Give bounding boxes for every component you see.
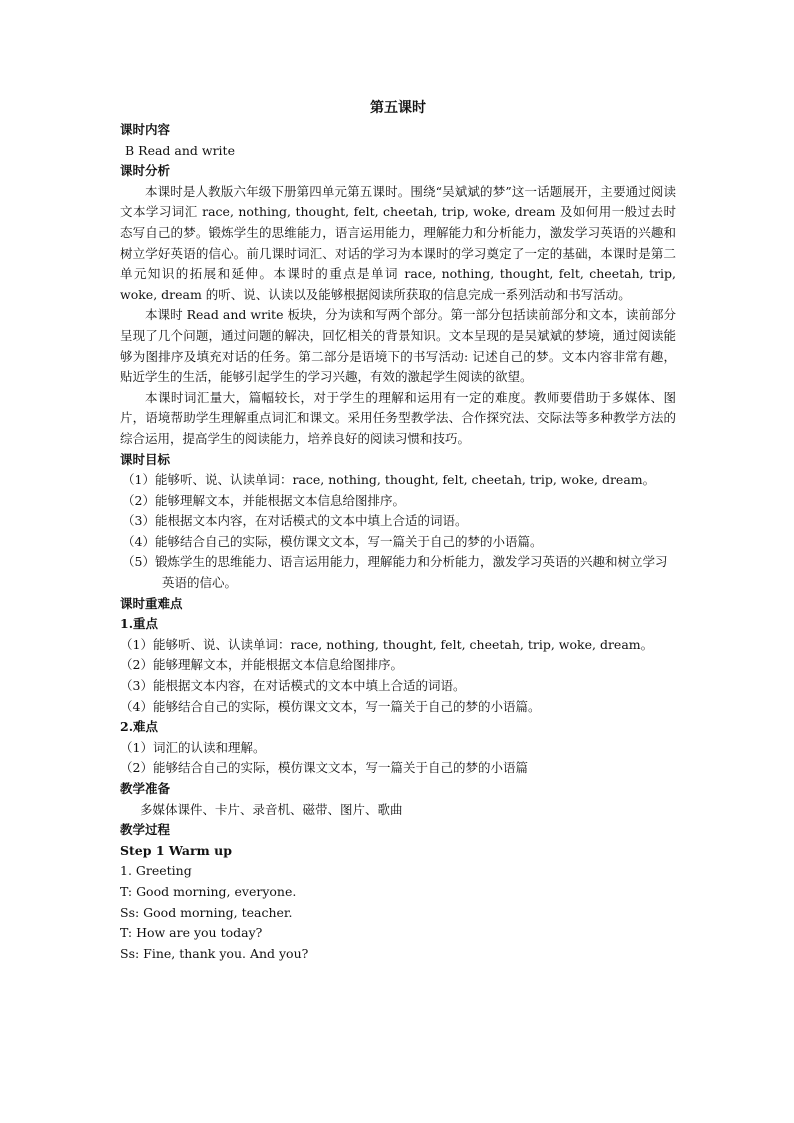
list-item: （3）能根据文本内容，在对话模式的文本中填上合适的词语。 — [122, 513, 468, 529]
analysis-paragraph: 本课时是人教版六年级下册第四单元第五课时。围绕“吴斌斌的梦”这一话题展开，主要通过阅读文本学习词汇 race, nothing, thought, felt, cheetah, trip, woke, dream 及如何用一般过去时态写自己的梦。锻炼学生的思维能力，语言运用能力，理解能力和分析能力，激发学习英语的兴趣和树立学好英语的信心。前几课时词汇、对话的学习为本课时的学习奠定了一定的基础，本课时是第二单元知识的拓展和延伸。本课时的重点是单词 race, nothing, thought, felt, cheetah, trip, woke, dream 的听、说、认读以及能够根据阅读所获取的信息完成一系列活动和书写活动。 — [120, 183, 676, 302]
step-heading: Step 1 Warm up — [120, 842, 232, 858]
section-heading-analysis: 课时分析 — [120, 163, 171, 179]
lesson-content-text: B Read and write — [125, 142, 235, 158]
activity-title: 1. Greeting — [120, 863, 192, 879]
goals-list — [120, 470, 676, 594]
dialog-line: Ss: Good morning, teacher. — [120, 904, 293, 920]
difficulty-list — [120, 738, 676, 779]
list-item: （1）词汇的认读和理解。 — [120, 739, 266, 755]
preparation-text: 多媒体课件、卡片、录音机、磁带、图片、歌曲 — [140, 801, 403, 817]
dialog-line: Ss: Fine, thank you. And you? — [120, 945, 309, 961]
list-item: （2）能够理解文本，并能根据文本信息给图排序。 — [120, 657, 403, 673]
list-item: （3）能根据文本内容，在对话模式的文本中填上合适的词语。 — [120, 678, 466, 694]
section-heading-content: 课时内容 — [120, 122, 171, 137]
list-item: （2）能够理解文本，并能根据文本信息给图排序。 — [122, 492, 405, 508]
list-item: （4）能够结合自己的实际，模仿课文文本，写一篇关于自己的梦的小语篇。 — [122, 533, 543, 549]
section-heading-preparation: 教学准备 — [120, 781, 171, 796]
section-heading-key-points: 课时重难点 — [120, 595, 183, 611]
difficulty-heading: 2.难点 — [120, 719, 159, 735]
list-item: （5）锻炼学生的思维能力、语言运用能力，理解能力和分析能力，激发学习英语的兴趣和树立学习英语的信心。 — [122, 554, 668, 591]
section-heading-goals: 课时目标 — [120, 451, 171, 467]
list-item: （1）能够听、说、认读单词：race, nothing, thought, felt, cheetah, trip, woke, dream。 — [120, 636, 654, 652]
analysis-paragraph: 本课时 Read and write 板块，分为读和写两个部分。第一部分包括读前部分和文本，读前部分呈现了几个问题，通过问题的解决，回忆相关的背景知识。文本呈现的是吴斌斌的梦境，通过阅读能够为图排序及填充对话的任务。第二部分是语境下的书写活动: 记述自己的梦。文本内容非常有趣，贴近学生的生活，能够引起学生的学习兴趣，有效的激起学生阅读的欲望。 — [120, 307, 676, 385]
page-title: 第五课时 — [370, 100, 426, 116]
focus-heading: 1.重点 — [120, 616, 159, 632]
list-item: （2）能够结合自己的实际，模仿课文文本，写一篇关于自己的梦的小语篇 — [120, 760, 528, 776]
section-heading-process: 教学过程 — [120, 822, 171, 838]
list-item: （1）能够听、说、认读单词：race, nothing, thought, felt, cheetah, trip, woke, dream。 — [122, 472, 656, 488]
list-item: （4）能够结合自己的实际，模仿课文文本，写一篇关于自己的梦的小语篇。 — [120, 698, 541, 714]
dialog-line: T: Good morning, everyone. — [120, 883, 297, 899]
document-page — [120, 98, 676, 964]
dialog-line: T: How are you today? — [120, 925, 263, 941]
analysis-paragraph: 本课时词汇量大，篇幅较长，对于学生的理解和运用有一定的难度。教师要借助于多媒体、图片，语境帮助学生理解重点词汇和课文。采用任务型教学法、合作探究法、交际法等多种教学方法的综合运用，提高学生的阅读能力，培养良好的阅读习惯和技巧。 — [120, 389, 676, 446]
focus-list — [120, 635, 676, 717]
